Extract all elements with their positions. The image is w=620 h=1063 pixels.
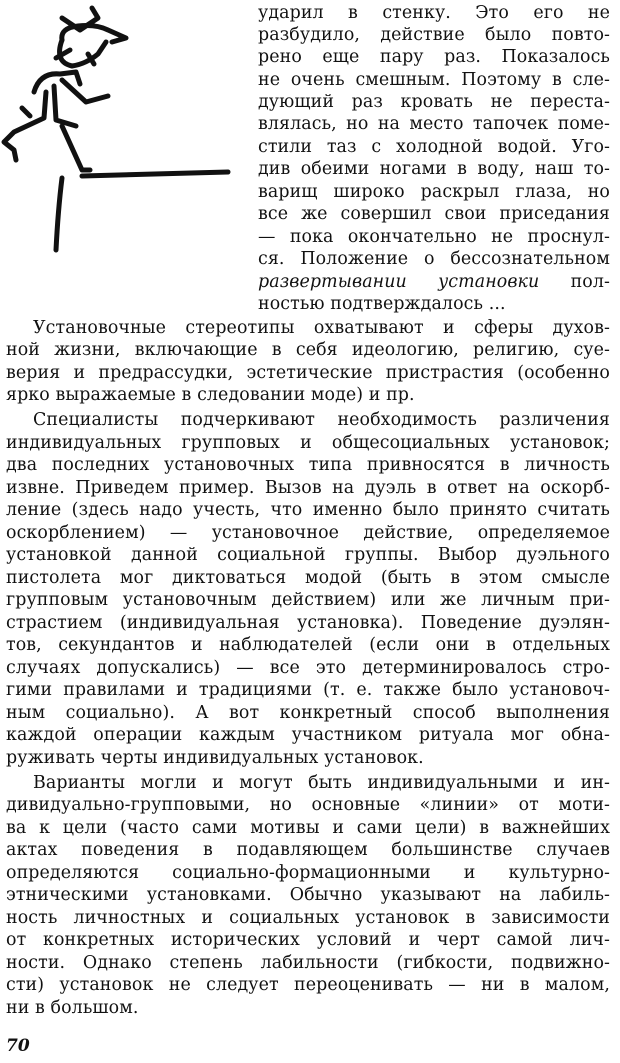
text-line: ва к цели (часто сами мотивы и сами цели) в важнейших — [6, 818, 610, 838]
text-line: гими правилами и традициями (т. е. также было установоч- — [6, 680, 610, 700]
text-line: ности. Однако степень лабильности (гибкости, подвижно- — [6, 953, 610, 973]
text-line: каждой операции каждым участником ритуала мог обна- — [6, 725, 610, 745]
text-line: див обеими ногами в воду, наш то- — [258, 159, 610, 179]
page-number: 70 — [6, 1036, 30, 1056]
text-line: групповым установочным действием) или же личным при- — [6, 590, 610, 610]
text-line: ярко выражаемые в следовании моде) и пр. — [6, 385, 415, 405]
text-line: тов, секундантов и наблюдателей (если они в отдельных — [6, 635, 610, 655]
text-line: страстием (индивидуальная установка). Поведение дуэлян- — [6, 613, 610, 633]
text-line: стили таз с холодной водой. Уго- — [258, 137, 610, 157]
text-line: верия и предрассудки, эстетические пристрастия (особенно — [6, 363, 610, 383]
text-line: установкой данной социальной группы. Выбор дуэльного — [6, 545, 610, 565]
text-line: оскорблением) — установочное действие, определяемое — [6, 523, 610, 543]
text-line: разбудило, действие было повто- — [258, 25, 610, 45]
italic-term: развертывании установки — [258, 272, 540, 292]
text-line: Специалисты подчеркивают необходимость различения — [33, 410, 610, 430]
text-line: не очень смешным. Поэтому в сле- — [258, 70, 610, 90]
text-line: от конкретных исторических условий и черт самой лич- — [6, 930, 610, 950]
text-line: ностью подтверждалось ... — [258, 294, 506, 314]
text-line: индивидуальных групповых и общесоциальных установок; — [6, 433, 610, 453]
text-line — [258, 271, 610, 293]
text-line: извне. Приведем пример. Вызов на дуэль в ответ на оскорб- — [6, 478, 610, 498]
text-line: ной жизни, включающие в себя идеологию, религию, суе- — [6, 340, 610, 360]
text-line: ление (здесь надо учесть, что именно было принято считать — [6, 500, 610, 520]
text-line: дующий раз кровать не переста- — [258, 92, 610, 112]
text-line: рено еще пару раз. Показалось — [258, 47, 610, 67]
text-line: все же совершил свои приседания — [258, 204, 610, 224]
text-line: ударил в стенку. Это его не — [258, 3, 610, 23]
text-line: этническими установками. Обычно указывают на лабиль- — [6, 885, 610, 905]
text-line: случаях допускались) — все это детерминировалось стро- — [6, 658, 610, 678]
text-line: дивидуально-групповыми, но основные «линии» от моти- — [6, 795, 610, 815]
text-line: ность личностных и социальных установок в зависимости — [6, 908, 610, 928]
text-line: влялась, но на место тапочек поме- — [258, 114, 610, 134]
text-line: два последних установочных типа привносятся в личность — [6, 455, 610, 475]
text-line: ни в большом. — [6, 998, 139, 1018]
text-line: актах поведения в подавляющем большинстве случаев — [6, 840, 610, 860]
text-line: Установочные стереотипы охватывают и сферы духов- — [33, 318, 610, 338]
running-man-illustration — [0, 0, 250, 265]
text-line: сти) установок не следует переоценивать — ни в малом, — [6, 975, 610, 995]
text-line: — пока окончательно не проснул- — [258, 227, 610, 247]
text-line: ся. Положение о бессознательном — [258, 249, 610, 269]
text-line: Варианты могли и могут быть индивидуальными и ин- — [33, 773, 610, 793]
text-line: варищ широко раскрыл глаза, но — [258, 182, 610, 202]
text-line: определяются социально-формационными и культурно- — [6, 863, 610, 883]
text-line: пистолета мог диктоваться модой (быть в этом смысле — [6, 568, 610, 588]
text-line: ным социально). А вот конкретный способ выполнения — [6, 703, 610, 723]
text-fragment: пол- — [539, 272, 610, 292]
text-line: руживать черты индивидуальных установок. — [6, 748, 424, 768]
